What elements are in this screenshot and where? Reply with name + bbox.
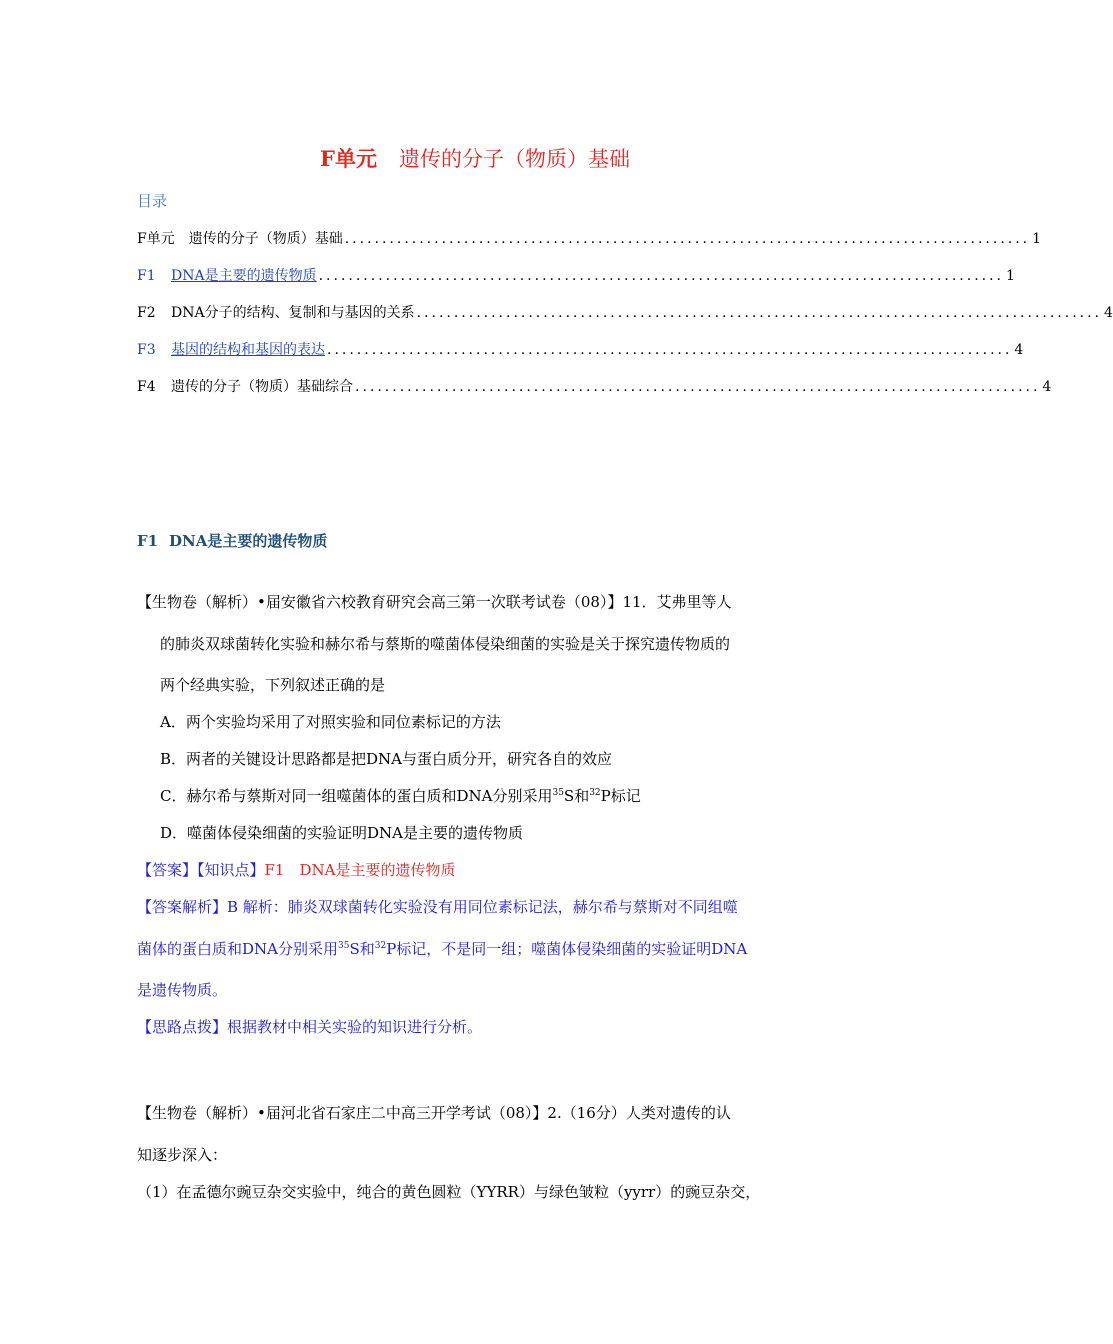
question-1-line-2: 的肺炎双球菌转化实验和赫尔希与蔡斯的噬菌体侵染细菌的实验是关于探究遗传物质的 (160, 635, 731, 653)
toc-leader: ............................................................................................ (327, 342, 1013, 358)
section-code: F1 (137, 532, 159, 550)
toc-page: 4 (1104, 305, 1113, 321)
toc-label: 遗传的分子（物质）基础 (188, 231, 343, 247)
question-1-line-3: 两个经典实验，下列叙述正确的是 (160, 676, 386, 694)
title-text: 遗传的分子（物质）基础 (398, 147, 630, 171)
toc-leader: ............................................................................................ (355, 379, 1041, 395)
tip-line: 【思路点拨】根据教材中相关实验的知识进行分析。 (137, 1018, 483, 1036)
option-a: A．两个实验均采用了对照实验和同位素标记的方法 (160, 713, 501, 731)
option-d: D．噬菌体侵染细菌的实验证明DNA是主要的遗传物质 (160, 824, 524, 842)
explanation-line-3: 是遗传物质。 (137, 981, 228, 999)
option-c: C．赫尔希与蔡斯对同一组噬菌体的蛋白质和DNA分别采用$^{35}$S和$^{32}$P标记 (160, 787, 641, 805)
toc-leader: ............................................................................................ (344, 231, 1031, 247)
toc-entry-f2[interactable] (137, 302, 1113, 322)
option-b: B．两者的关键设计思路都是把DNA与蛋白质分开，研究各自的效应 (160, 750, 613, 768)
toc-code: F3 (137, 342, 156, 358)
explanation-tag: 【答案解析】 (137, 898, 228, 916)
toc-entry-f3[interactable] (137, 339, 1024, 359)
knowledge-point: F1 DNA是主要的遗传物质 (264, 861, 456, 879)
answer-line (137, 859, 455, 880)
toc-label: 遗传的分子（物质）基础综合 (171, 379, 353, 395)
question-2-line-2: 知逐步深入： (137, 1146, 228, 1164)
toc-page: 4 (1014, 342, 1024, 358)
toc-code: F单元 (137, 231, 175, 247)
toc-label: DNA是主要的遗传物质 (171, 268, 317, 284)
toc-code: F4 (137, 379, 156, 395)
toc-entry-f[interactable] (137, 228, 1042, 248)
toc-code: F2 (137, 305, 156, 321)
document-title (0, 143, 950, 173)
toc-label: DNA分子的结构、复制和与基因的关系 (171, 305, 415, 321)
toc-entry-f1[interactable] (137, 265, 1015, 285)
question-2-line-1: 【生物卷（解析）•届河北省石家庄二中高三开学考试（08）】2.（16分）人类对遗传的认 (137, 1104, 731, 1122)
explanation-line-1: 【答案解析】B 解析：肺炎双球菌转化实验没有用同位素标记法，赫尔希与蔡斯对不同组噬 (137, 898, 738, 916)
toc-page: 1 (1032, 231, 1042, 247)
toc-label: 基因的结构和基因的表达 (171, 342, 325, 358)
section-heading (137, 530, 327, 551)
toc-page: 1 (1006, 268, 1015, 284)
toc-leader: ............................................................................................ (318, 268, 1005, 284)
answer-tags: 【答案】【知识点】 (137, 861, 265, 879)
toc-entry-f4[interactable] (137, 376, 1052, 396)
toc-code: F1 (137, 268, 156, 284)
title-code: F单元 (320, 146, 377, 171)
tip-tag: 【思路点拨】 (137, 1018, 228, 1036)
question-1-line-1: 【生物卷（解析）•届安徽省六校教育研究会高三第一次联考试卷（08）】11．艾弗里等人 (137, 593, 732, 611)
section-label: DNA是主要的遗传物质 (169, 532, 328, 550)
question-2-line-3: （1）在孟德尔豌豆杂交实验中，纯合的黄色圆粒（YYRR）与绿色皱粒（yyrr）的豌豆杂交， (137, 1183, 761, 1201)
explanation-line-2: 菌体的蛋白质和DNA分别采用$^{35}$S和$^{32}$P标记，不是同一组；噬菌体侵染细菌的实验证明DNA (137, 940, 748, 958)
toc-leader: ............................................................................................ (416, 305, 1103, 321)
toc-page: 4 (1042, 379, 1052, 395)
toc-heading: 目录 (137, 192, 168, 210)
